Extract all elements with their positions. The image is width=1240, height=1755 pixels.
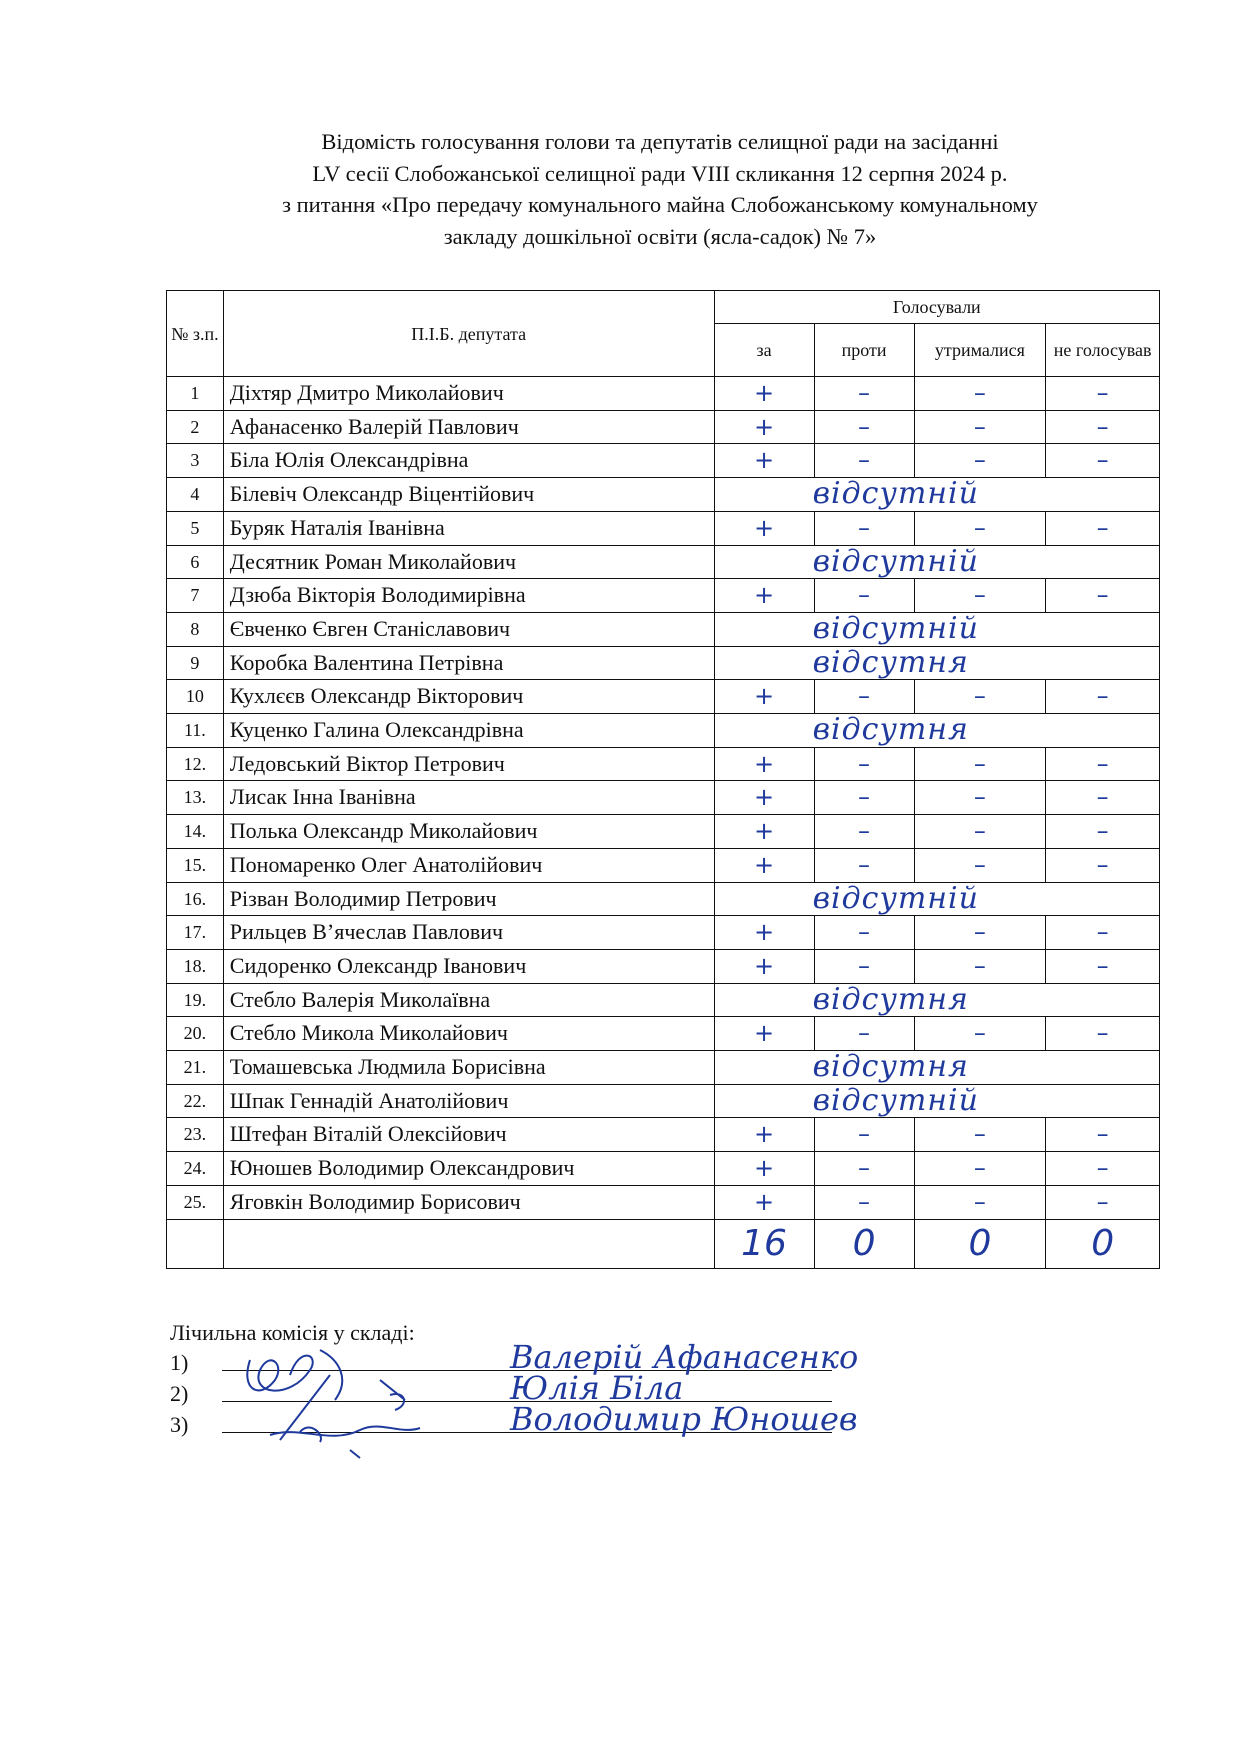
vote-not-voted-mark: – [1046,444,1160,478]
vote-against-mark: – [814,848,914,882]
vote-not-voted-mark: – [1046,781,1160,815]
deputy-name: Діхтяр Дмитро Миколайович [223,377,714,411]
vote-against-mark: – [814,1185,914,1219]
vote-against-mark: – [814,511,914,545]
vote-not-voted-mark: – [1046,949,1160,983]
row-number: 25. [167,1185,224,1219]
vote-for-mark: + [714,680,814,714]
deputy-row [167,680,1160,714]
vote-for-mark: + [714,1118,814,1152]
deputy-name: Різван Володимир Петрович [223,882,714,916]
deputy-name: Буряк Наталія Іванівна [223,511,714,545]
totals-row [167,1219,1160,1268]
vote-against-mark: – [814,410,914,444]
header-against: проти [814,324,914,377]
vote-for-mark: + [714,949,814,983]
deputy-name: Кухлєєв Олександр Вікторович [223,680,714,714]
deputy-row [167,1185,1160,1219]
deputy-name: Юношев Володимир Олександрович [223,1152,714,1186]
row-number: 4 [167,478,224,512]
title-line-1: Відомість голосування голови та депутатів селищної ради на засіданні [321,129,999,154]
document-title [190,126,1130,252]
deputy-row [167,511,1160,545]
vote-not-voted-mark: – [1046,848,1160,882]
vote-for-mark: + [714,1017,814,1051]
deputy-row [167,747,1160,781]
vote-not-voted-mark: – [1046,1152,1160,1186]
row-number: 18. [167,949,224,983]
deputy-row [167,983,1160,1017]
member-number: 1) [170,1350,189,1375]
vote-for-mark: + [714,1152,814,1186]
vote-abstained-mark: – [914,377,1046,411]
vote-for-mark: + [714,511,814,545]
deputy-name: Білевіч Олександр Віцентійович [223,478,714,512]
vote-not-voted-mark: – [1046,1185,1160,1219]
row-number: 7 [167,579,224,613]
deputy-row [167,410,1160,444]
vote-abstained-mark: – [914,1118,1046,1152]
deputy-row [167,579,1160,613]
row-number: 17. [167,916,224,950]
header-not-voted: не голосував [1046,324,1160,377]
row-number: 24. [167,1152,224,1186]
total-abstained: 0 [914,1219,1046,1268]
row-number: 9 [167,646,224,680]
vote-for-mark: + [714,1185,814,1219]
deputy-row [167,781,1160,815]
deputy-name: Полька Олександр Миколайович [223,815,714,849]
deputy-row [167,815,1160,849]
deputy-row [167,1017,1160,1051]
row-number: 20. [167,1017,224,1051]
deputy-row [167,1152,1160,1186]
vote-not-voted-mark: – [1046,377,1160,411]
vote-for-mark: + [714,410,814,444]
deputy-row [167,377,1160,411]
vote-against-mark: – [814,747,914,781]
vote-abstained-mark: – [914,1017,1046,1051]
vote-abstained-mark: – [914,916,1046,950]
deputy-row [167,478,1160,512]
deputy-name: Куценко Галина Олександрівна [223,714,714,748]
vote-against-mark: – [814,1152,914,1186]
row-number: 11. [167,714,224,748]
deputy-row [167,444,1160,478]
vote-not-voted-mark: – [1046,815,1160,849]
vote-not-voted-mark: – [1046,747,1160,781]
totals-number-cell [167,1219,224,1268]
title-line-4: закладу дошкільної освіти (ясла-садок) № 7» [443,223,877,249]
vote-for-mark: + [714,848,814,882]
vote-abstained-mark: – [914,410,1046,444]
vote-for-mark: + [714,377,814,411]
voting-table [166,290,1160,1269]
vote-against-mark: – [814,377,914,411]
deputy-name: Яговкін Володимир Борисович [223,1185,714,1219]
header-voted: Голосували [714,291,1159,324]
deputy-name: Шпак Геннадій Анатолійович [223,1084,714,1118]
row-number: 14. [167,815,224,849]
title-line-2: LV сесії Слобожанської селищної ради VIII скликання 12 серпня 2024 р. [312,160,1008,186]
deputy-name: Рильцев В’ячеслав Павлович [223,916,714,950]
vote-against-mark: – [814,781,914,815]
absent-mark: відсутня [714,1051,1159,1085]
deputy-name: Штефан Віталій Олексійович [223,1118,714,1152]
vote-for-mark: + [714,747,814,781]
row-number: 23. [167,1118,224,1152]
total-for: 16 [714,1219,814,1268]
row-number: 19. [167,983,224,1017]
deputy-name: Сидоренко Олександр Іванович [223,949,714,983]
deputy-name: Біла Юлія Олександрівна [223,444,714,478]
member-number: 3) [170,1412,189,1437]
row-number: 13. [167,781,224,815]
vote-against-mark: – [814,579,914,613]
deputy-name: Афанасенко Валерій Павлович [223,410,714,444]
vote-against-mark: – [814,444,914,478]
vote-not-voted-mark: – [1046,916,1160,950]
title-line-3: з питання «Про передачу комунального майна Слобожанському комунальному [282,192,1038,217]
absent-mark: відсутній [714,882,1159,916]
deputy-name: Десятник Роман Миколайович [223,545,714,579]
vote-abstained-mark: – [914,680,1046,714]
vote-not-voted-mark: – [1046,410,1160,444]
commission-title: Лічильна комісія у складі: [170,1320,415,1345]
row-number: 10 [167,680,224,714]
vote-against-mark: – [814,815,914,849]
row-number: 16. [167,882,224,916]
deputy-name: Євченко Євген Станіславович [223,612,714,646]
total-not-voted: 0 [1046,1219,1160,1268]
deputy-name: Стебло Микола Миколайович [223,1017,714,1051]
totals-label-cell [223,1219,714,1268]
deputy-row [167,848,1160,882]
deputy-row [167,916,1160,950]
absent-mark: відсутній [714,478,1159,512]
handwritten-signature-icon [230,1340,470,1460]
vote-for-mark: + [714,444,814,478]
deputy-row [167,1118,1160,1152]
vote-abstained-mark: – [914,1152,1046,1186]
vote-abstained-mark: – [914,815,1046,849]
row-number: 21. [167,1051,224,1085]
deputy-row [167,1051,1160,1085]
vote-against-mark: – [814,949,914,983]
deputy-row [167,646,1160,680]
deputy-row [167,714,1160,748]
vote-against-mark: – [814,1017,914,1051]
vote-not-voted-mark: – [1046,680,1160,714]
vote-not-voted-mark: – [1046,511,1160,545]
deputy-row [167,882,1160,916]
vote-not-voted-mark: – [1046,1017,1160,1051]
vote-against-mark: – [814,1118,914,1152]
vote-abstained-mark: – [914,1185,1046,1219]
deputy-row [167,949,1160,983]
deputy-name: Стебло Валерія Миколаївна [223,983,714,1017]
row-number: 3 [167,444,224,478]
deputy-name: Ледовський Віктор Петрович [223,747,714,781]
vote-abstained-mark: – [914,781,1046,815]
row-number: 22. [167,1084,224,1118]
vote-against-mark: – [814,680,914,714]
header-abstained: утрималися [914,324,1046,377]
row-number: 8 [167,612,224,646]
vote-not-voted-mark: – [1046,579,1160,613]
vote-abstained-mark: – [914,848,1046,882]
header-for: за [714,324,814,377]
vote-abstained-mark: – [914,949,1046,983]
header-number: № з.п. [167,291,224,377]
absent-mark: відсутній [714,1084,1159,1118]
absent-mark: відсутня [714,646,1159,680]
voting-table-body [167,377,1160,1220]
member-name: Валерій Афанасенко [510,1338,859,1376]
vote-abstained-mark: – [914,747,1046,781]
deputy-name: Коробка Валентина Петрівна [223,646,714,680]
vote-for-mark: + [714,815,814,849]
deputy-name: Томашевська Людмила Борисівна [223,1051,714,1085]
deputy-name: Пономаренко Олег Анатолійович [223,848,714,882]
vote-abstained-mark: – [914,444,1046,478]
vote-for-mark: + [714,781,814,815]
deputy-row [167,612,1160,646]
row-number: 1 [167,377,224,411]
absent-mark: відсутня [714,714,1159,748]
vote-abstained-mark: – [914,511,1046,545]
vote-for-mark: + [714,579,814,613]
absent-mark: відсутній [714,612,1159,646]
vote-against-mark: – [814,916,914,950]
vote-not-voted-mark: – [1046,1118,1160,1152]
row-number: 6 [167,545,224,579]
deputy-name: Лисак Інна Іванівна [223,781,714,815]
row-number: 15. [167,848,224,882]
row-number: 5 [167,511,224,545]
member-number: 2) [170,1381,189,1406]
vote-abstained-mark: – [914,579,1046,613]
deputy-row [167,1084,1160,1118]
header-name: П.І.Б. депутата [223,291,714,377]
member-name: Володимир Юношев [510,1400,858,1438]
deputy-name: Дзюба Вікторія Володимирівна [223,579,714,613]
vote-for-mark: + [714,916,814,950]
row-number: 2 [167,410,224,444]
member-name: Юлія Біла [510,1369,684,1407]
row-number: 12. [167,747,224,781]
total-against: 0 [814,1219,914,1268]
absent-mark: відсутня [714,983,1159,1017]
deputy-row [167,545,1160,579]
absent-mark: відсутній [714,545,1159,579]
